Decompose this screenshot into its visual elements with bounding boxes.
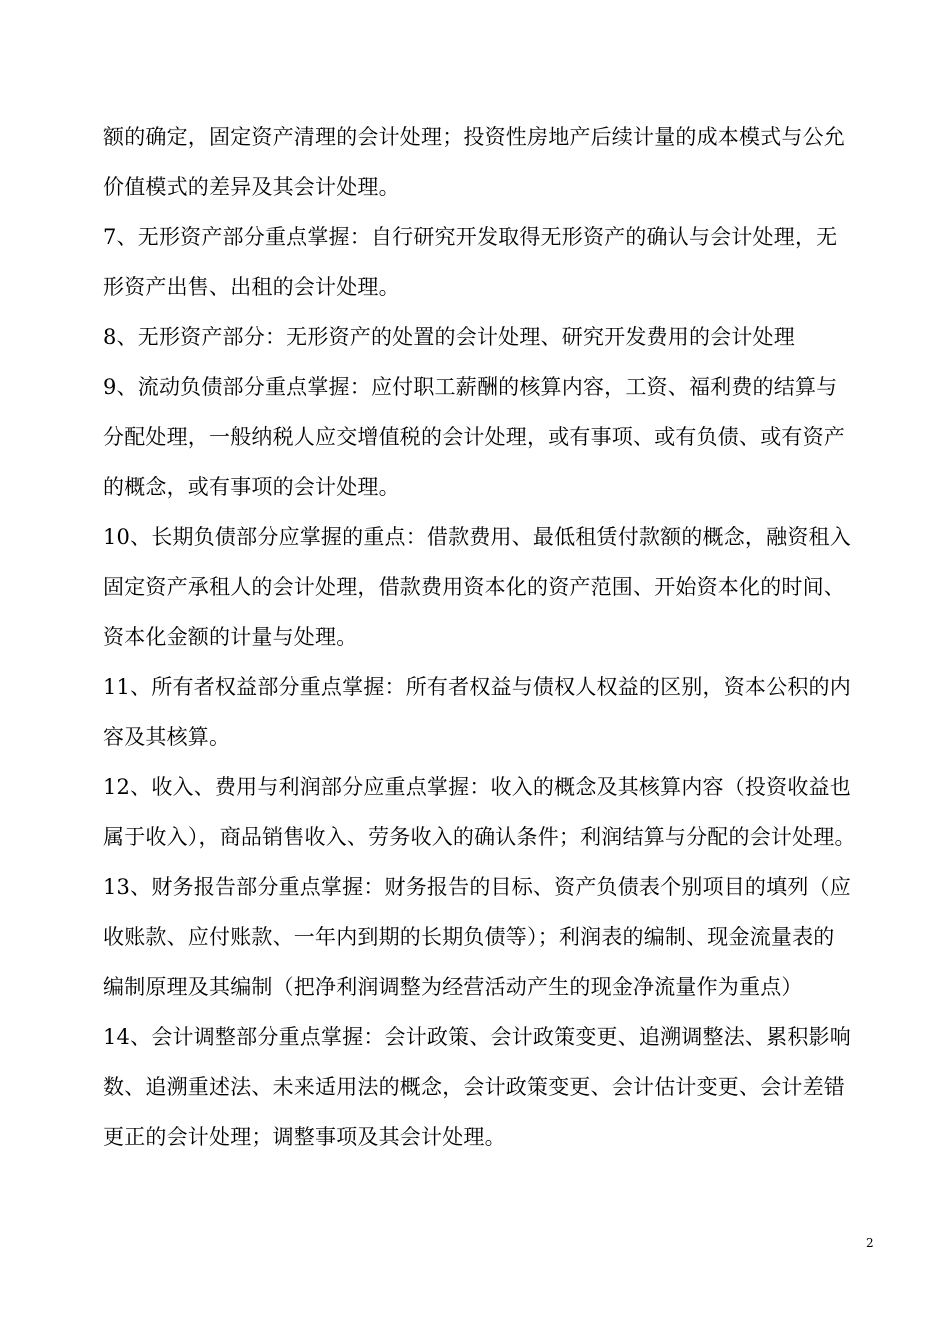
document-body — [103, 112, 883, 1162]
text-line: 8、无形资产部分：无形资产的处置的会计处理、研究开发费用的会计处理 — [103, 325, 795, 349]
text-line: 形资产出售、出租的会计处理。 — [103, 275, 400, 299]
text-line: 数、追溯重述法、未来适用法的概念，会计政策变更、会计估计变更、会计差错 — [103, 1075, 845, 1099]
paragraph-item-10 — [103, 512, 883, 662]
paragraph-item-13 — [103, 862, 883, 1012]
text-line: 11、所有者权益部分重点掌握：所有者权益与债权人权益的区别，资本公积的内 — [103, 675, 851, 699]
text-line: 9、流动负债部分重点掌握：应付职工薪酬的核算内容，工资、福利费的结算与 — [103, 375, 838, 399]
paragraph-item-11 — [103, 662, 883, 762]
text-line: 的概念，或有事项的会计处理。 — [103, 475, 400, 499]
text-line: 更正的会计处理；调整事项及其会计处理。 — [103, 1125, 506, 1149]
paragraph-fixed-assets-continued — [103, 112, 883, 212]
text-line: 固定资产承租人的会计处理，借款费用资本化的资产范围、开始资本化的时间、 — [103, 575, 845, 599]
text-line: 13、财务报告部分重点掌握：财务报告的目标、资产负债表个别项目的填列（应 — [103, 875, 851, 899]
text-line: 编制原理及其编制（把净利润调整为经营活动产生的现金净流量作为重点） — [103, 975, 803, 999]
paragraph-item-12 — [103, 762, 883, 862]
text-line: 7、无形资产部分重点掌握：自行研究开发取得无形资产的确认与会计处理，无 — [103, 225, 838, 249]
text-line: 容及其核算。 — [103, 725, 231, 749]
paragraph-item-7 — [103, 212, 883, 312]
paragraph-item-14 — [103, 1012, 883, 1162]
page-number: 2 — [866, 1236, 874, 1250]
text-line: 分配处理，一般纳税人应交增值税的会计处理，或有事项、或有负债、或有资产 — [103, 425, 845, 449]
text-line: 额的确定，固定资产清理的会计处理；投资性房地产后续计量的成本模式与公允 — [103, 125, 845, 149]
text-line: 14、会计调整部分重点掌握：会计政策、会计政策变更、追溯调整法、累积影响 — [103, 1025, 851, 1049]
text-line: 资本化金额的计量与处理。 — [103, 625, 358, 649]
text-line: 10、长期负债部分应掌握的重点：借款费用、最低租赁付款额的概念，融资租入 — [103, 525, 851, 549]
paragraph-item-9 — [103, 362, 883, 512]
text-line: 属于收入），商品销售收入、劳务收入的确认条件；利润结算与分配的会计处理。 — [103, 825, 856, 849]
paragraph-item-8 — [103, 312, 883, 362]
text-line: 12、收入、费用与利润部分应重点掌握：收入的概念及其核算内容（投资收益也 — [103, 775, 851, 799]
text-line: 价值模式的差异及其会计处理。 — [103, 175, 400, 199]
text-line: 收账款、应付账款、一年内到期的长期负债等）；利润表的编制、现金流量表的 — [103, 925, 835, 949]
